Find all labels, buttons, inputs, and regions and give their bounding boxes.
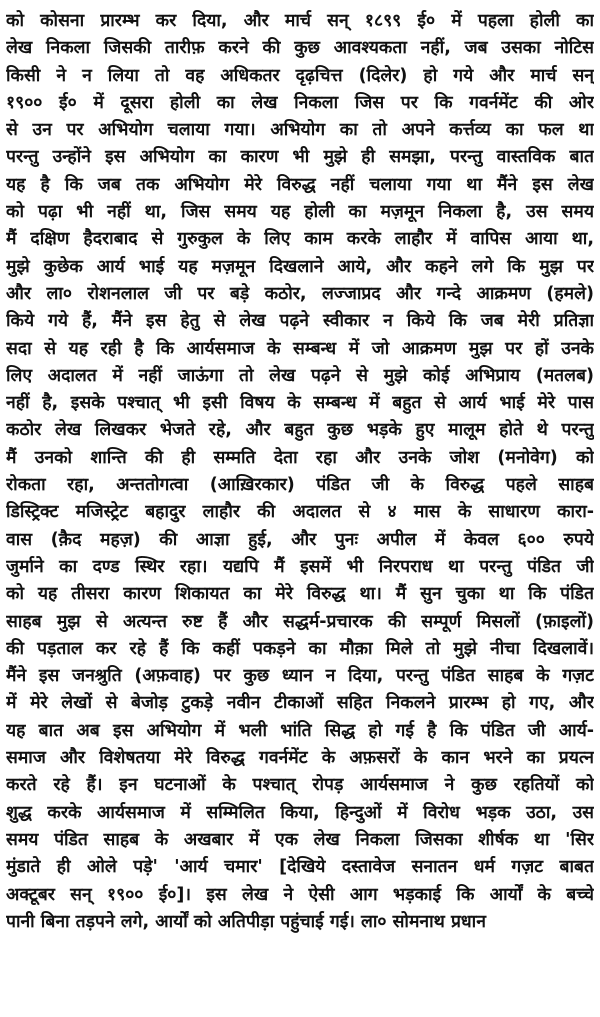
text-line: करते रहे हैं। इन घटनाओं के पश्चात् रोपड़ आर्यसमाज ने कुछ रहतियों को (6, 775, 594, 796)
text-line: अक्टूबर सन् १९०० ई०]। इस लेख ने ऐसी आग भड़काई कि आर्यों के बच्चे (6, 884, 594, 905)
text-line: मुंडाते ही ओले पड़े' 'आर्य चमार' [देखिये दस्तावेज सनातन धर्म गज़ट बाबत (6, 857, 594, 878)
text-line: और ला० रोशनलाल जी पर बड़े कठोर, लज्जाप्रद और गन्दे आक्रमण (हमले) (6, 283, 594, 304)
text-line: समय पंडित साहब के अखबार में एक लेख निकला जिसका शीर्षक था 'सिर (6, 829, 594, 850)
text-line: की पड़ताल कर रहे हैं कि कहीं पकड़ने का मौक़ा मिले तो मुझे नीचा दिखलावें। (6, 638, 594, 659)
text-line: मैंने इस जनश्रुति (अफ़वाह) पर कुछ ध्यान न दिया, परन्तु पंडित साहब के गज़ट (6, 666, 594, 687)
text-line: मुझे कुछेक आर्य भाई यह मज़मून दिखलाने आये, और कहने लगे कि मुझ पर (6, 256, 594, 277)
text-line: किसी ने न लिया तो वह अधिकतर दृढ़चित्त (दिलेर) हो गये और मार्च सन् (6, 65, 594, 86)
text-line: लिए अदालत में नहीं जाऊंगा तो लेख पढ़ने से मुझे कोई अभिप्राय (मतलब) (6, 365, 594, 386)
text-line: किये गये हैं, मैंने इस हेतु से लेख पढ़ने स्वीकार न किये कि जब मेरी प्रतिज्ञा (6, 311, 594, 332)
text-line: साहब मुझ से अत्यन्त रुष्ट हैं और सद्धर्म-प्रचारक की सम्पूर्ण मिसलों (फ़ाइलों) (6, 611, 594, 632)
text-line: कठोर लेख लिखकर भेजते रहे, और बहुत कुछ भड़के हुए मालूम होते थे परन्तु (6, 420, 594, 441)
text-line: मैं उनको शान्ति की ही सम्मति देता रहा और उनके जोश (मनोवेग) को (6, 447, 594, 468)
text-line: नहीं है, इसके पश्चात् भी इसी विषय के सम्बन्ध में बहुत से आर्य भाई मेरे पास (6, 393, 594, 414)
text-line: को यह तीसरा कारण शिकायत का मेरे विरुद्ध था। मैं सुन चुका था कि पंडित (6, 584, 594, 605)
body-text (6, 8, 594, 936)
text-line: समाज और विशेषतया मेरे विरुद्ध गवर्नमेंट के अफ़सरों के कान भरने का प्रयत्न (6, 748, 594, 769)
text-line: रोकता रहा, अन्ततोगत्वा (आख़िरकार) पंडित जी के विरुद्ध पहले साहब (6, 475, 594, 496)
text-line: को पढ़ा भी नहीं था, जिस समय यह होली का मज़मून निकला है, उस समय (6, 202, 594, 223)
text-line: यह बात अब इस अभियोग में भली भांति सिद्ध हो गई है कि पंडित जी आर्य- (6, 720, 594, 741)
text-line: से उन पर अभियोग चलाया गया। अभियोग का तो अपने कर्त्तव्य का फल था (6, 120, 594, 141)
text-line: लेख निकला जिसकी तारीफ़ करने की कुछ आवश्यकता नहीं, जब उसका नोटिस (6, 38, 594, 59)
text-line: शुद्ध करके आर्यसमाज में सम्मिलित किया, हिन्दुओं में विरोध भड़क उठा, उस (6, 802, 594, 823)
text-line: यह है कि जब तक अभियोग मेरे विरुद्ध नहीं चलाया गया था मैंने इस लेख (6, 174, 594, 195)
text-line: परन्तु उन्होंने इस अभियोग का कारण भी मुझे ही समझा, परन्तु वास्तविक बात (6, 147, 594, 168)
text-line: वास (क़ैद महज़) की आज्ञा हुई, और पुनः अपील में केवल ६०० रुपये (6, 529, 594, 550)
text-line: को कोसना प्रारम्भ कर दिया, और मार्च सन् १८९९ ई० में पहला होली का (6, 11, 594, 31)
text-line: में मेरे लेखों से बेजोड़ टुकड़े नवीन टीकाओं सहित निकलने प्रारम्भ हो गए, और (6, 693, 594, 714)
text-line: जुर्माने का दण्ड स्थिर रहा। यद्यपि मैं इसमें भी निरपराध था परन्तु पंडित जी (6, 556, 594, 577)
text-line: सदा से यह रही है कि आर्यसमाज के सम्बन्ध में जो आक्रमण मुझ पर हों उनके (6, 338, 594, 359)
text-line: मैं दक्षिण हैदराबाद से गुरुकुल के लिए काम करके लाहौर में वापिस आया था, (6, 229, 594, 250)
text-line: १९०० ई० में दूसरा होली का लेख निकला जिस पर कि गवर्नमेंट की ओर (6, 92, 594, 113)
text-line: डिस्ट्रिक्ट मजिस्ट्रेट बहादुर लाहौर की अदालत से ४ मास के साधारण कारा- (6, 502, 594, 523)
text-line: पानी बिना तड़पने लगे, आर्यों को अतिपीड़ा पहुंचाई गई। ला० सोमनाथ प्रधान (6, 911, 486, 932)
